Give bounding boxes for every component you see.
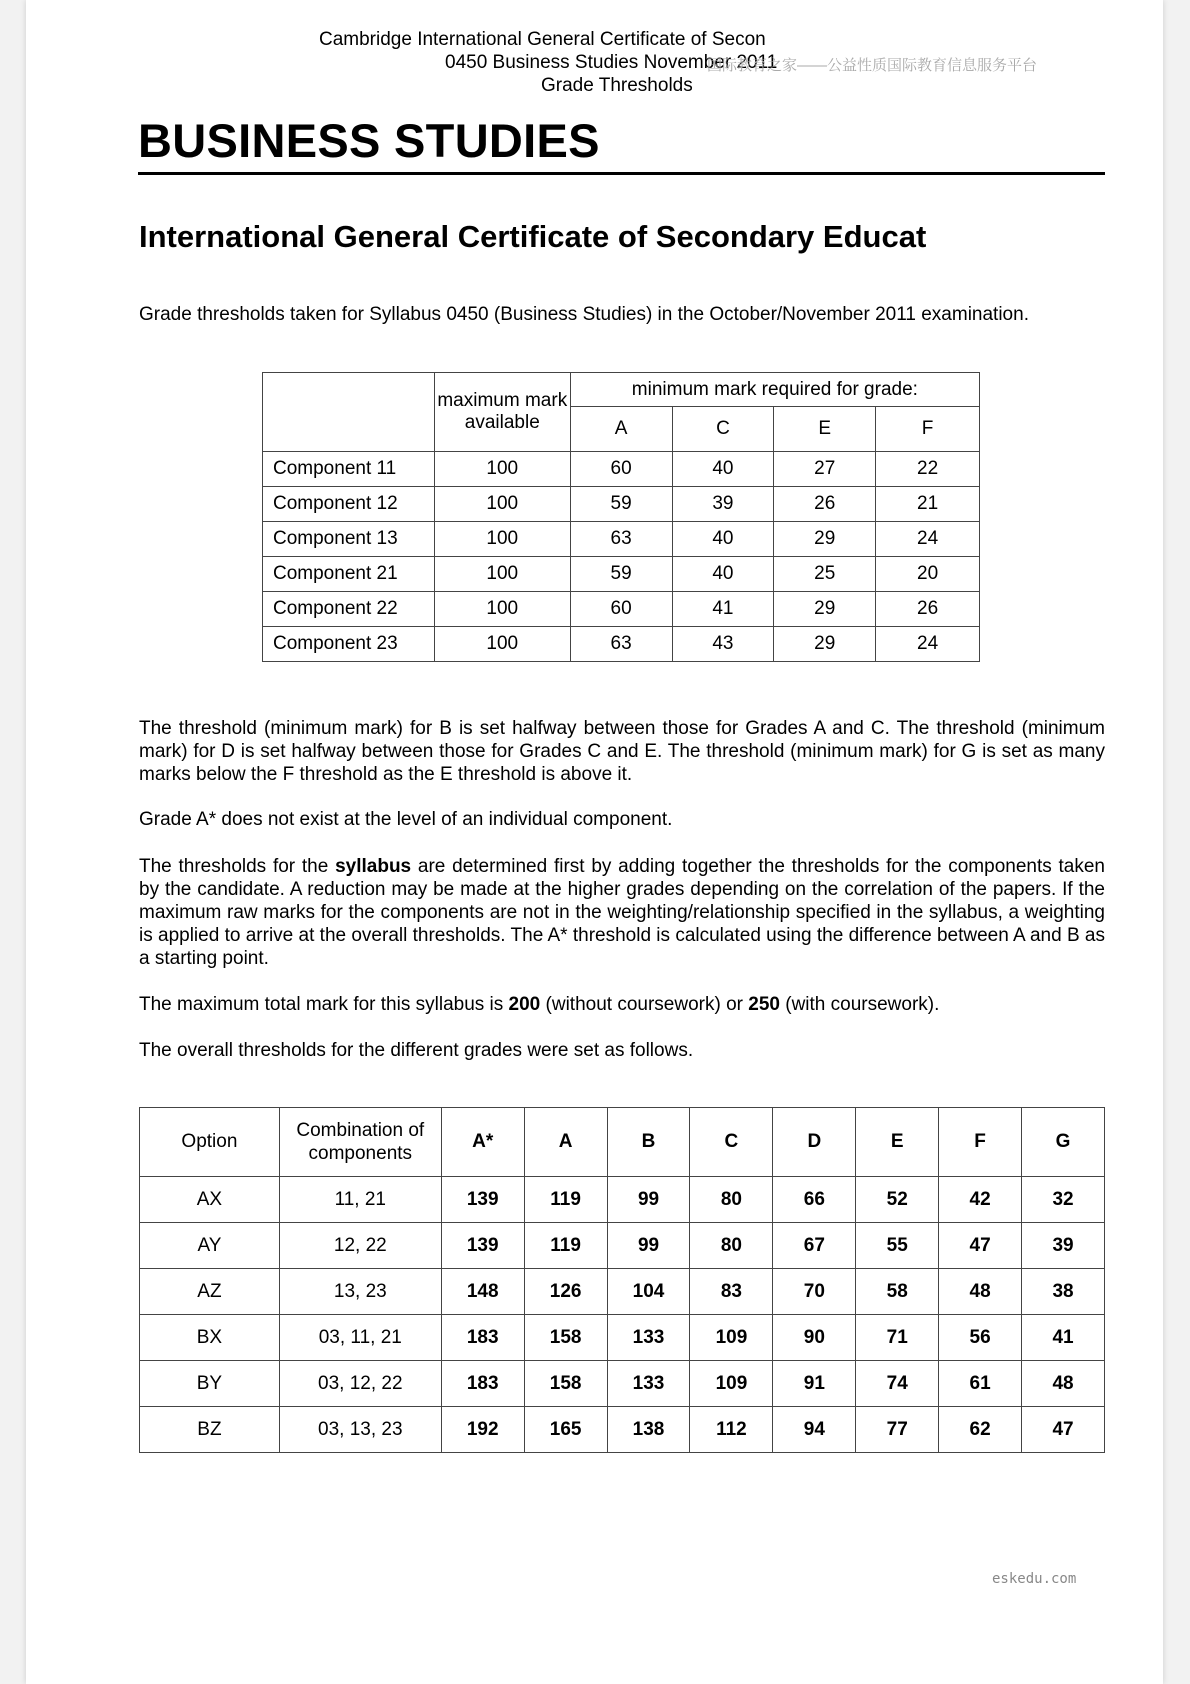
grade-header-cell: D bbox=[773, 1108, 856, 1177]
threshold-cell: 109 bbox=[690, 1361, 773, 1407]
threshold-cell: 29 bbox=[774, 627, 876, 662]
header-line-1: Cambridge International General Certificate of Secon bbox=[319, 29, 766, 50]
threshold-cell: 183 bbox=[441, 1361, 524, 1407]
threshold-cell: 165 bbox=[524, 1407, 607, 1453]
option-cell: BZ bbox=[140, 1407, 280, 1453]
page-subtitle: International General Certificate of Secondary Educat bbox=[139, 219, 927, 254]
watermark: 国际教育之家——公益性质国际教育信息服务平台 bbox=[707, 57, 1038, 74]
grade-header-cell: E bbox=[774, 407, 876, 452]
threshold-cell: 29 bbox=[774, 522, 876, 557]
threshold-cell: 39 bbox=[1022, 1223, 1105, 1269]
threshold-cell: 24 bbox=[876, 627, 980, 662]
grade-header-cell: G bbox=[1022, 1108, 1105, 1177]
threshold-cell: 94 bbox=[773, 1407, 856, 1453]
syllabus-text-part: The thresholds for the bbox=[139, 856, 336, 877]
threshold-cell: 40 bbox=[672, 522, 774, 557]
combination-cell: 13, 23 bbox=[279, 1269, 441, 1315]
threshold-cell: 55 bbox=[856, 1223, 939, 1269]
threshold-cell: 138 bbox=[607, 1407, 690, 1453]
threshold-cell: 47 bbox=[1022, 1407, 1105, 1453]
threshold-cell: 48 bbox=[939, 1269, 1022, 1315]
threshold-cell: 61 bbox=[939, 1361, 1022, 1407]
threshold-cell: 62 bbox=[939, 1407, 1022, 1453]
option-cell: AY bbox=[140, 1223, 280, 1269]
component-label: Component 22 bbox=[263, 592, 435, 627]
grade-header-cell: A bbox=[524, 1108, 607, 1177]
footer-site: eskedu.com bbox=[992, 1571, 1077, 1587]
threshold-cell: 26 bbox=[876, 592, 980, 627]
table-row bbox=[263, 452, 980, 487]
threshold-cell: 83 bbox=[690, 1269, 773, 1315]
threshold-cell: 60 bbox=[570, 452, 672, 487]
combination-header: Combination of components bbox=[279, 1108, 441, 1177]
threshold-cell: 80 bbox=[690, 1223, 773, 1269]
threshold-cell: 119 bbox=[524, 1223, 607, 1269]
combination-cell: 03, 11, 21 bbox=[279, 1315, 441, 1361]
table-row bbox=[263, 627, 980, 662]
threshold-cell: 26 bbox=[774, 487, 876, 522]
threshold-cell: 192 bbox=[441, 1407, 524, 1453]
table-row bbox=[140, 1315, 1105, 1361]
threshold-cell: 42 bbox=[939, 1177, 1022, 1223]
combination-cell: 11, 21 bbox=[279, 1177, 441, 1223]
max-with-coursework: 250 bbox=[748, 994, 780, 1015]
threshold-cell: 91 bbox=[773, 1361, 856, 1407]
threshold-cell: 158 bbox=[524, 1315, 607, 1361]
threshold-cell: 99 bbox=[607, 1223, 690, 1269]
threshold-cell: 119 bbox=[524, 1177, 607, 1223]
threshold-cell: 56 bbox=[939, 1315, 1022, 1361]
threshold-cell: 99 bbox=[607, 1177, 690, 1223]
overall-thresholds-table bbox=[139, 1107, 1105, 1453]
threshold-cell: 80 bbox=[690, 1177, 773, 1223]
threshold-b-d-g-text: The threshold (minimum mark) for B is set halfway between those for Grades A and C. The threshold (minimum mark) for D is set halfway between those for Grades C and E. The threshold (minimum mark) for G is set as many marks below the F threshold as the E threshold is above it. bbox=[139, 718, 1105, 785]
table-row bbox=[263, 557, 980, 592]
max-mark-cell: 100 bbox=[434, 592, 570, 627]
threshold-cell: 112 bbox=[690, 1407, 773, 1453]
combination-cell: 12, 22 bbox=[279, 1223, 441, 1269]
threshold-cell: 90 bbox=[773, 1315, 856, 1361]
table-row bbox=[140, 1361, 1105, 1407]
header-line-3: Grade Thresholds bbox=[541, 75, 693, 96]
corner-cell bbox=[263, 373, 435, 452]
grade-header-cell: E bbox=[856, 1108, 939, 1177]
threshold-cell: 77 bbox=[856, 1407, 939, 1453]
component-label: Component 13 bbox=[263, 522, 435, 557]
max-text-part: (with coursework). bbox=[779, 994, 940, 1015]
syllabus-text-part: are determined first by adding together the thresholds for the components taken by the candidate. A reduction may be made at the higher grades depending on the correlation of the papers. If the maximum raw marks for the components are not in the weighting/relationship specified in the syllabus, a weighting is applied to arrive at the overall thresholds. The A* threshold is calculated using the difference between A and B as a starting point. bbox=[139, 856, 1105, 969]
option-cell: BY bbox=[140, 1361, 280, 1407]
threshold-cell: 47 bbox=[939, 1223, 1022, 1269]
threshold-cell: 41 bbox=[672, 592, 774, 627]
component-thresholds-table bbox=[262, 372, 980, 662]
option-cell: AX bbox=[140, 1177, 280, 1223]
max-text-part: (without coursework) or bbox=[540, 994, 749, 1015]
max-mark-cell: 100 bbox=[434, 452, 570, 487]
threshold-cell: 29 bbox=[774, 592, 876, 627]
page-title: BUSINESS STUDIES bbox=[138, 113, 1105, 175]
max-mark-cell: 100 bbox=[434, 557, 570, 592]
max-mark-cell: 100 bbox=[434, 627, 570, 662]
threshold-cell: 139 bbox=[441, 1177, 524, 1223]
threshold-cell: 40 bbox=[672, 557, 774, 592]
threshold-cell: 22 bbox=[876, 452, 980, 487]
threshold-cell: 59 bbox=[570, 557, 672, 592]
min-mark-header: minimum mark required for grade: bbox=[570, 373, 979, 407]
grade-header-cell: F bbox=[876, 407, 980, 452]
max-mark-header: maximum mark available bbox=[434, 373, 570, 452]
threshold-cell: 74 bbox=[856, 1361, 939, 1407]
threshold-cell: 21 bbox=[876, 487, 980, 522]
grade-header-cell: A bbox=[570, 407, 672, 452]
option-header: Option bbox=[140, 1108, 280, 1177]
max-total-mark-text bbox=[139, 993, 1105, 1016]
option-cell: AZ bbox=[140, 1269, 280, 1315]
table-row bbox=[263, 592, 980, 627]
threshold-cell: 183 bbox=[441, 1315, 524, 1361]
grade-header-cell: A* bbox=[441, 1108, 524, 1177]
grade-header-cell: C bbox=[690, 1108, 773, 1177]
threshold-cell: 58 bbox=[856, 1269, 939, 1315]
threshold-cell: 109 bbox=[690, 1315, 773, 1361]
threshold-cell: 48 bbox=[1022, 1361, 1105, 1407]
threshold-cell: 66 bbox=[773, 1177, 856, 1223]
threshold-cell: 133 bbox=[607, 1315, 690, 1361]
table-row bbox=[140, 1223, 1105, 1269]
overall-thresholds-intro: The overall thresholds for the different grades were set as follows. bbox=[139, 1040, 694, 1061]
threshold-cell: 52 bbox=[856, 1177, 939, 1223]
threshold-cell: 41 bbox=[1022, 1315, 1105, 1361]
component-label: Component 12 bbox=[263, 487, 435, 522]
table-row bbox=[140, 1269, 1105, 1315]
threshold-cell: 148 bbox=[441, 1269, 524, 1315]
threshold-cell: 59 bbox=[570, 487, 672, 522]
threshold-cell: 25 bbox=[774, 557, 876, 592]
max-mark-cell: 100 bbox=[434, 522, 570, 557]
grade-header-cell: F bbox=[939, 1108, 1022, 1177]
table-row bbox=[140, 1177, 1105, 1223]
threshold-cell: 24 bbox=[876, 522, 980, 557]
threshold-cell: 38 bbox=[1022, 1269, 1105, 1315]
max-text-part: The maximum total mark for this syllabus is bbox=[139, 994, 509, 1015]
grade-header-cell: B bbox=[607, 1108, 690, 1177]
threshold-cell: 27 bbox=[774, 452, 876, 487]
grade-a-star-note: Grade A* does not exist at the level of an individual component. bbox=[139, 809, 673, 830]
syllabus-bold: syllabus bbox=[335, 856, 412, 877]
intro-text: Grade thresholds taken for Syllabus 0450 (Business Studies) in the October/November 2011 examination. bbox=[139, 304, 1029, 325]
threshold-cell: 104 bbox=[607, 1269, 690, 1315]
component-label: Component 23 bbox=[263, 627, 435, 662]
threshold-cell: 39 bbox=[672, 487, 774, 522]
threshold-cell: 32 bbox=[1022, 1177, 1105, 1223]
component-label: Component 11 bbox=[263, 452, 435, 487]
threshold-cell: 158 bbox=[524, 1361, 607, 1407]
combination-cell: 03, 12, 22 bbox=[279, 1361, 441, 1407]
table-row bbox=[140, 1407, 1105, 1453]
document-page bbox=[26, 0, 1163, 1684]
table-row bbox=[263, 487, 980, 522]
combination-cell: 03, 13, 23 bbox=[279, 1407, 441, 1453]
threshold-cell: 60 bbox=[570, 592, 672, 627]
threshold-cell: 63 bbox=[570, 627, 672, 662]
table-row bbox=[263, 522, 980, 557]
threshold-cell: 71 bbox=[856, 1315, 939, 1361]
header-line-2: 0450 Business Studies November 2011 bbox=[445, 52, 778, 73]
threshold-cell: 133 bbox=[607, 1361, 690, 1407]
max-mark-cell: 100 bbox=[434, 487, 570, 522]
threshold-cell: 67 bbox=[773, 1223, 856, 1269]
threshold-cell: 43 bbox=[672, 627, 774, 662]
threshold-cell: 63 bbox=[570, 522, 672, 557]
threshold-cell: 139 bbox=[441, 1223, 524, 1269]
syllabus-thresholds-text bbox=[139, 855, 1105, 970]
threshold-cell: 126 bbox=[524, 1269, 607, 1315]
max-without-coursework: 200 bbox=[508, 994, 541, 1015]
grade-header-cell: C bbox=[672, 407, 774, 452]
threshold-cell: 20 bbox=[876, 557, 980, 592]
option-cell: BX bbox=[140, 1315, 280, 1361]
threshold-cell: 70 bbox=[773, 1269, 856, 1315]
threshold-cell: 40 bbox=[672, 452, 774, 487]
component-label: Component 21 bbox=[263, 557, 435, 592]
